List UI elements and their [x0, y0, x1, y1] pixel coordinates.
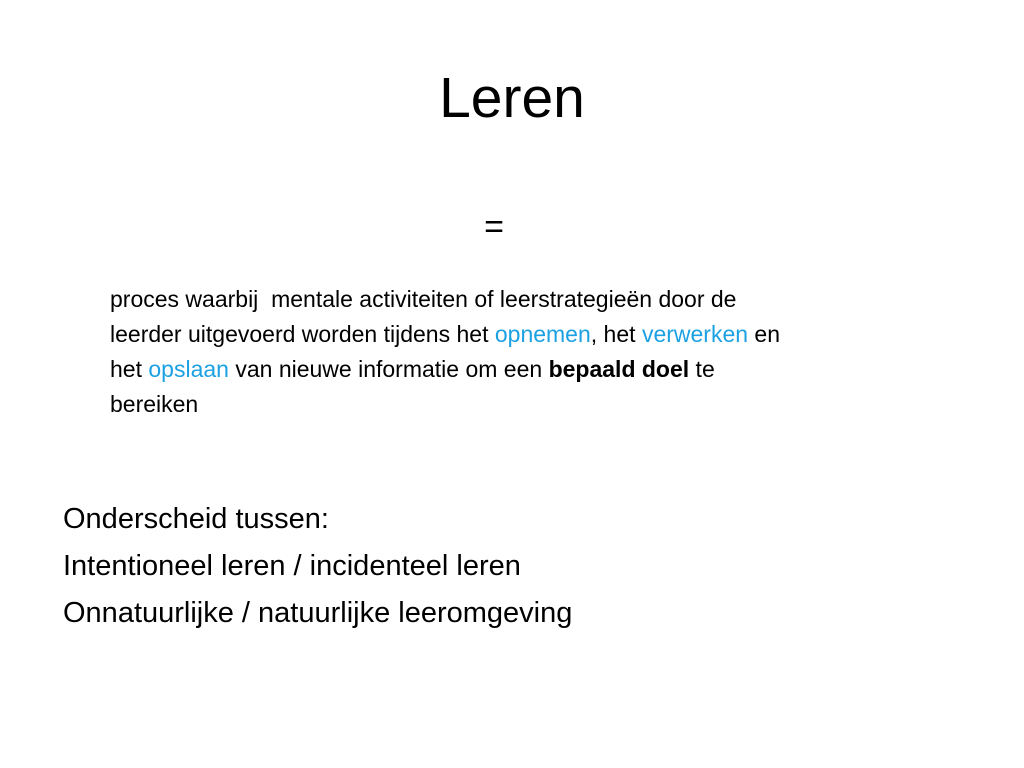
bold-goal: bepaald doel — [548, 356, 690, 382]
equals-sign: = — [484, 208, 504, 246]
definition-fragment: mentale activiteiten of leerstrategieën door de — [271, 286, 737, 312]
definition-line-1 — [110, 282, 960, 317]
definition-fragment: te — [689, 356, 715, 382]
definition-fragment: , het — [590, 321, 642, 347]
definition-fragment: proces waarbij — [110, 286, 259, 312]
definition-fragment: het — [110, 356, 149, 382]
point-item: Onnatuurlijke / natuurlijke leeromgeving — [63, 597, 573, 629]
definition-text — [110, 282, 960, 422]
definition-line-3 — [110, 352, 960, 387]
slide-title: Leren — [439, 66, 585, 130]
definition-line-4: bereiken — [110, 391, 199, 417]
point-item: Intentioneel leren / incidenteel leren — [63, 550, 521, 582]
definition-fragment: leerder uitgevoerd worden tijdens het — [110, 321, 495, 347]
term-opnemen: opnemen — [494, 321, 591, 347]
definition-fragment: en — [748, 321, 781, 347]
term-verwerken: verwerken — [641, 321, 749, 347]
term-opslaan: opslaan — [148, 356, 229, 382]
point-item: Onderscheid tussen: — [63, 503, 329, 535]
points-list — [63, 496, 963, 637]
definition-line-2 — [110, 317, 960, 352]
definition-fragment: van nieuwe informatie om een — [228, 356, 549, 382]
